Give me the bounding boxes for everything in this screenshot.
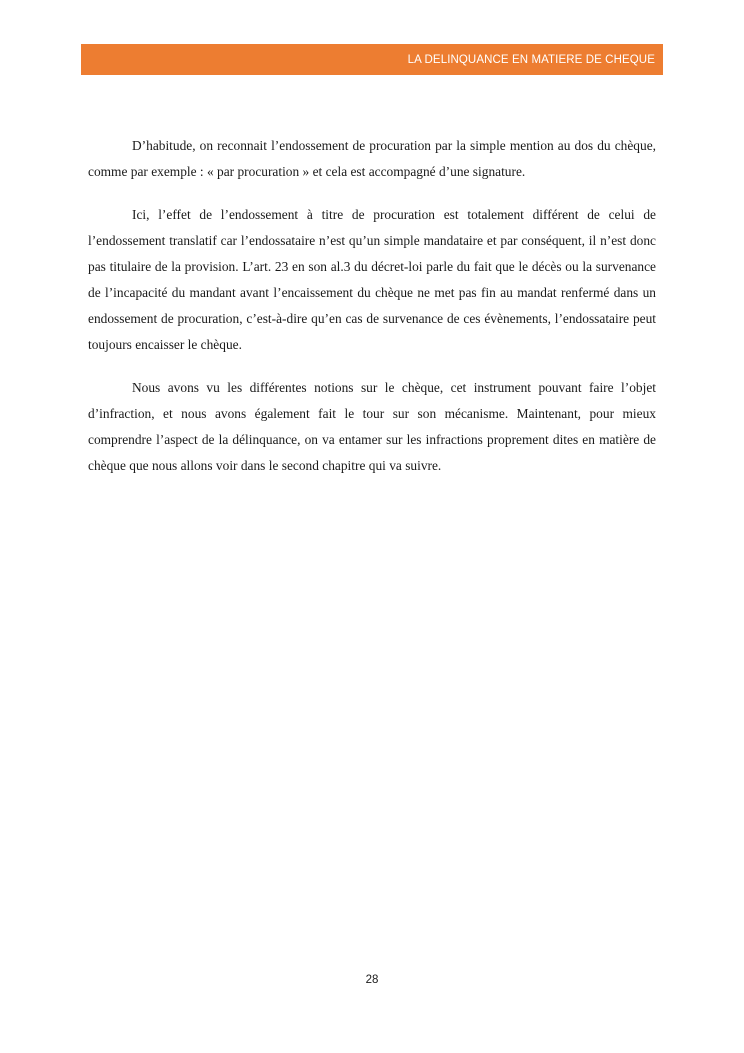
page-number: 28	[365, 974, 379, 986]
body-text	[88, 133, 656, 496]
paragraph-transition-chapitre: Nous avons vu les différentes notions sur le chèque, cet instrument pouvant faire l’objet d’infraction, et nous avons également fait le tour sur son mécanisme. Maintenant, pour mieux comprendre l’aspect de la délinquance, on va entamer sur les infractions proprement dites en matière de chèque que nous allons voir dans le second chapitre qui va suivre.	[88, 380, 656, 473]
header-title: LA DELINQUANCE EN MATIERE DE CHEQUE	[407, 53, 655, 66]
paragraph-endossement-procuration: Ici, l’effet de l’endossement à titre de procuration est totalement différent de celui de l’endossement translatif car l’endossataire n’est qu’un simple mandataire et par conséquent, il n’est donc pas titulaire de la provision. L’art. 23 en son al.3 du décret-loi parle du fait que le décès ou la survenance de l’incapacité du mandant avant l’encaissement du chèque ne met pas fin au mandat renfermé dans un endossement de procuration, c’est-à-dire qu’en cas de survenance de ces évènements, l’endossataire peut toujours encaisser le chèque.	[88, 207, 656, 352]
paragraph-endossement-mention: D’habitude, on reconnait l’endossement de procuration par la simple mention au dos du chèque, comme par exemple : « par procuration » et cela est accompagné d’une signature.	[88, 138, 656, 179]
running-header	[81, 44, 663, 75]
